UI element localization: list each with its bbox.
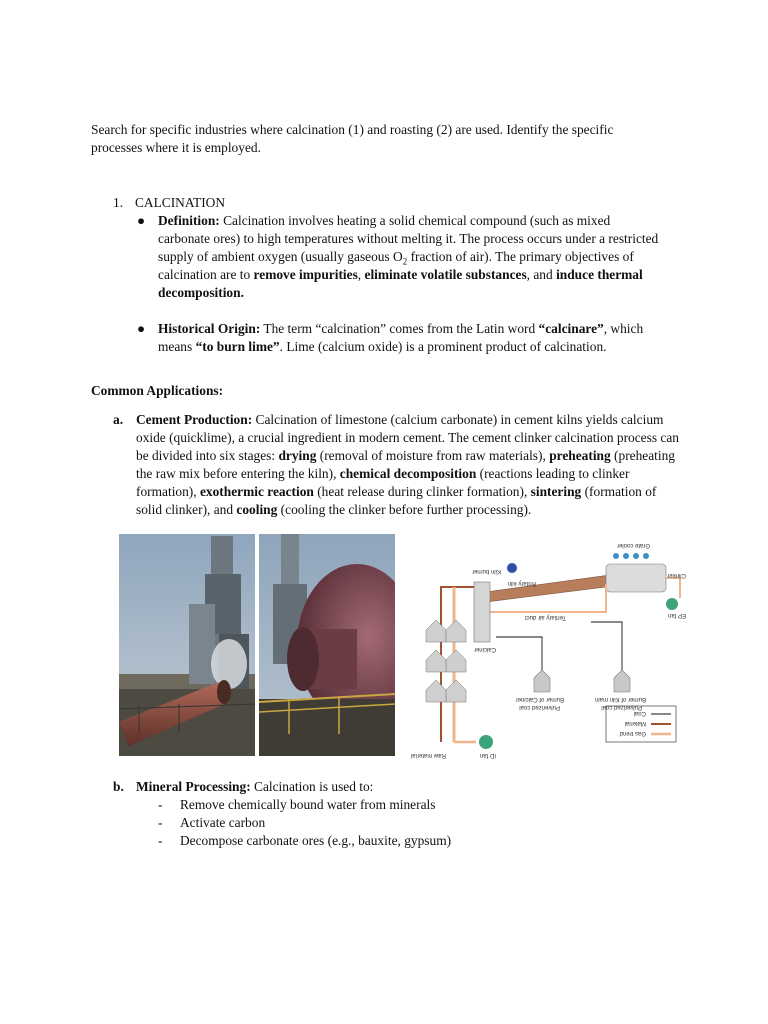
tertiary-air-label: Tertiary air duct [524, 614, 566, 620]
legend-material-label: Material [624, 720, 646, 726]
dash-marker: - [158, 815, 163, 830]
dash-marker: - [158, 797, 163, 812]
coal-hopper-kiln [614, 670, 630, 692]
legend-coal-label: Coal [633, 710, 646, 716]
cement-kiln-photo-1 [119, 534, 255, 756]
cement-production-text: Cement Production: Calcination of limestone (calcium carbonate) in cement kilns yields calcium oxide (quicklime), a crucial ingredient in modern cement. The cement clinker calcination process can be divided into six stages: drying (removal of moisture from raw materials), preheating (preheating the raw mix before entering the kiln), chemical decomposition (reactions leading to clinker formation), exothermic reaction (heat release during clinker formation), sintering (formation of solid clinker), and cooling (cooling the clinker before further processing). [136, 412, 679, 517]
clinker-label: Clinker [667, 572, 686, 578]
cement-production-item [113, 411, 683, 519]
kiln-burner-label: Kiln burner [471, 568, 501, 574]
id-fan-label: ID fan [479, 752, 496, 758]
kiln-burner-icon [507, 563, 517, 573]
mineral-processing-text: Mineral Processing: Calcination is used to: [136, 779, 374, 794]
item-letter: a. [113, 412, 124, 427]
cement-process-diagram [410, 524, 686, 762]
dash-marker: - [158, 833, 163, 848]
ep-fan-label: EP fan [668, 612, 686, 618]
intro-paragraph: Search for specific industries where calcination (1) and roasting (2) are used. Identify the specific processes where it is employed. [91, 122, 614, 155]
list-item-text: Remove chemically bound water from minerals [180, 797, 436, 812]
cement-kiln-photo-2 [259, 534, 395, 756]
section-heading-calcination [113, 194, 225, 212]
bullet-icon: ● [137, 213, 146, 228]
pulverized-coal-label-1: Pulverized coal [519, 704, 560, 710]
ep-fan-icon [666, 598, 678, 610]
section-title: CALCINATION [135, 195, 226, 210]
raw-material-label: Raw material [410, 752, 446, 758]
list-item-text: Activate carbon [180, 815, 266, 830]
mineral-processing-item [113, 778, 683, 796]
section-number: 1. [113, 195, 124, 210]
bullet-icon: ● [137, 321, 146, 336]
grate-cooler-label: Grate cooler [616, 542, 650, 548]
rotary-kiln-label: Rotary kiln [507, 580, 536, 586]
list-item-text: Decompose carbonate ores (e.g., bauxite, gypsum) [180, 833, 452, 848]
legend-gas-label: Gas trend [619, 730, 646, 736]
calciner-shape [474, 582, 490, 642]
pulverized-coal-label-2: Pulverized coal [601, 704, 642, 710]
burner-calciner-label: Burner of Calciner [515, 696, 564, 702]
definition-text: Definition: Calcination involves heating a solid chemical compound (such as mixed carbonate ores) to high temperatures without melting it. The process occurs under a restricted supply of ambient oxygen (usually gaseous $O_2$ fraction of air). The primary objectives of calcination are to remove impurities, eliminate volatile substances, and induce thermal decomposition. [158, 213, 659, 300]
origin-bullet [137, 320, 665, 356]
common-applications-heading: Common Applications: [91, 383, 224, 398]
burner-kiln-label: Burner of Kiln main [594, 696, 646, 702]
grate-cooler-shape [606, 564, 666, 592]
coal-hopper-calciner [534, 670, 550, 692]
calciner-label: Calciner [473, 646, 496, 652]
id-fan-icon [479, 735, 493, 749]
item-letter: b. [113, 779, 124, 794]
origin-text: Historical Origin: The term “calcination” comes from the Latin word “calcinare”, which means “to burn lime”. Lime (calcium oxide) is a prominent product of calcination. [158, 321, 644, 354]
definition-bullet [137, 212, 665, 302]
